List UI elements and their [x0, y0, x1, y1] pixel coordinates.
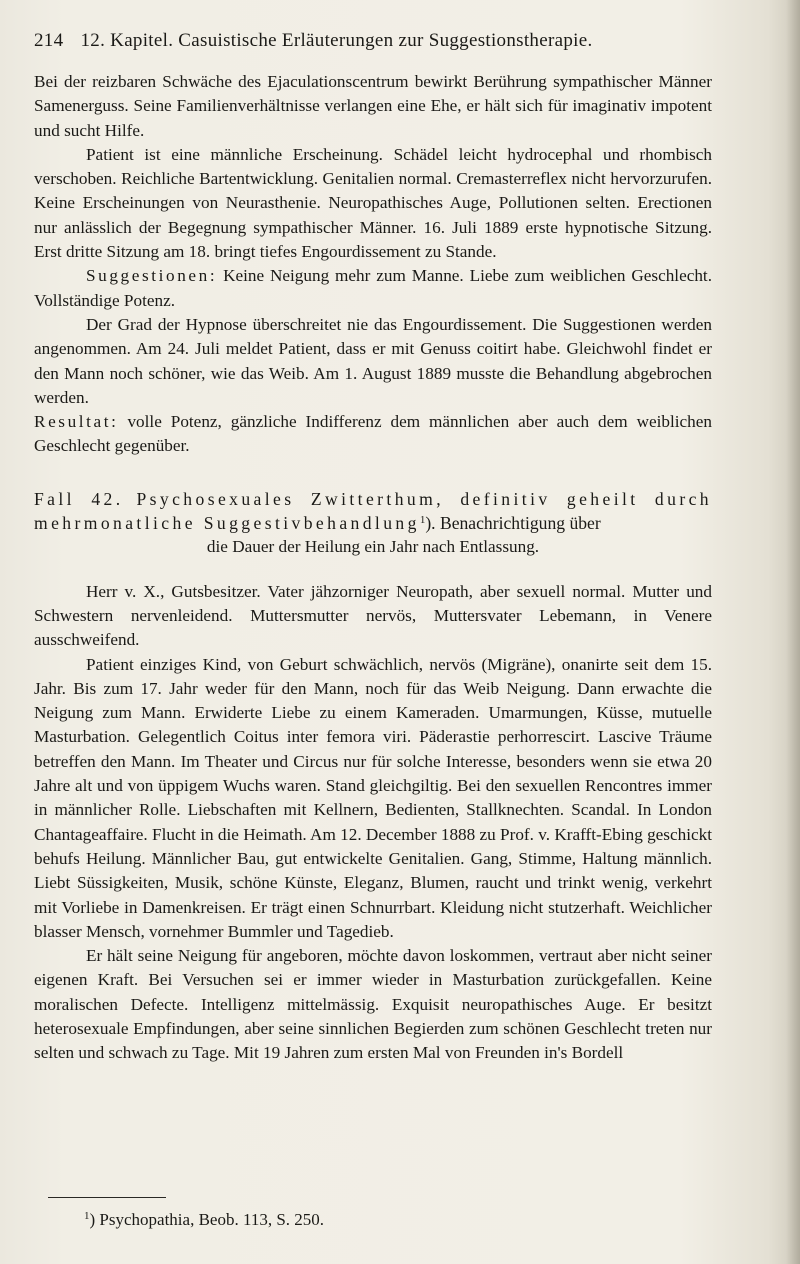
page-edge-shadow: [786, 0, 800, 1264]
paragraph-anamnesis: Patient einziges Kind, von Geburt schwächlich, nervös (Migräne), onanirte seit dem 15. Jahr. Bis zum 17. Jahr weder für den Mann, noch für das Weib Neigung. Dann erwachte die Neigung zum Mann. Erwiderte Liebe zu einem Kameraden. Umarmungen, Küsse, mutuelle Masturbation. Gelegentlich Coitus inter femora viri. Päderastie perhorrescirt. Lascive Träume betreffen den Mann. Im Theater und Circus nur für solche Interesse, besonders wenn sie etwa 20 Jahre alt und von üppigem Wuchs waren. Stand gleichgiltig. Bei den sexuellen Rencontres immer in männlicher Rolle. Liebschaften mit Kellnern, Bedienten, Stallknechten. Scandal. In London Chantageaffaire. Flucht in die Heimath. Am 12. December 1888 zu Prof. v. Krafft-Ebing geschickt behufs Heilung. Männlicher Bau, gut entwickelte Genitalien. Gang, Stimme, Haltung männlich. Liebt Süssigkeiten, Musik, schöne Künste, Eleganz, Blumen, raucht und trinkt wenig, verkehrt mit Vorliebe in Damenkreisen. Er trägt einen Schnurrbart. Kleidung nicht stutzerhaft. Weichlicher blasser Mensch, vornehmer Bummler und Tagedieb.: [34, 654, 712, 941]
paragraph-self-assessment: Er hält seine Neigung für angeboren, möchte davon loskommen, vertraut aber nicht seiner eigenen Kraft. Bei Versuchen sei er immer wieder in Masturbation zurückgefallen. Keine moralischen Defecte. Intelligenz mittelmässig. Exquisit neuropathisches Auge. Er besitzt heterosexuale Empfindungen, aber seine sinnlichen Begierden zum schönen Geschlecht treten nur selten und schwach zu Tage. Mit 19 Jahren zum ersten Mal von Freunden in's Bordell: [34, 946, 712, 1063]
case-subheading: die Dauer der Heilung ein Jahr nach Entlassung.: [206, 537, 540, 557]
suggestion-text: Keine Neigung mehr zum Manne. Liebe zum weiblichen Geschlecht. Vollständige Potenz.: [34, 266, 712, 310]
case-heading-after: ). Benachrichtigung über: [425, 513, 601, 534]
suggestion-label: Suggestionen:: [86, 266, 218, 286]
page-body: [34, 70, 712, 1066]
footnote-text: ) Psychopathia, Beob. 113, S. 250.: [89, 1210, 325, 1229]
paragraph-suggestions: [34, 264, 712, 313]
footnote-mark: 1: [84, 1210, 90, 1222]
footnote-reference: 1: [419, 514, 426, 527]
footnote-divider: [48, 1197, 166, 1198]
case-heading: [34, 487, 712, 536]
running-header: [34, 30, 754, 52]
result-label: Resultat:: [34, 412, 119, 432]
paragraph-hypnosis-grade: Der Grad der Hypnose überschreitet nie das Engourdissement. Die Suggestionen werden angenommen. Am 24. Juli meldet Patient, dass er mit Genuss coitirt habe. Gleichwohl findet er den Mann noch schöner, wie das Weib. Am 1. August 1889 musste die Behandlung abgebrochen werden.: [34, 314, 712, 407]
footnote: [84, 1210, 324, 1230]
case-number: Fall 42.: [34, 488, 124, 509]
section-spacer: [34, 560, 712, 580]
paragraph-result: [34, 410, 712, 459]
paragraph-patient-description: Patient ist eine männliche Erscheinung. Schädel leicht hydrocephal und rhombisch verschoben. Reichliche Bartentwicklung. Genitalien normal. Cremasterreflex nicht hervorzurufen. Keine Erscheinungen von Neurasthenie. Neuropathisches Auge, Pollutionen selten. Erectionen nur anlässlich der Begegnung sympathischer Männer. 16. Juli 1889 erste hypnotische Sitzung. Erst dritte Sitzung am 18. bringt tiefes Engourdissement zu Stande.: [34, 144, 712, 262]
running-title: 12. Kapitel. Casuistische Erläuterungen zur Suggestionstherapie.: [80, 30, 593, 51]
result-text: volle Potenz, gänzliche Indifferenz dem männlichen aber auch dem weiblichen Geschlecht gegenüber.: [34, 412, 712, 456]
case-title: Psychosexuales Zwitterthum, definitiv geheilt durch mehrmonatliche Suggestivbehandlung: [34, 488, 712, 534]
paragraph-ejaculation: Bei der reizbaren Schwäche des Ejaculationscentrum bewirkt Berührung sympathischer Männer Samenerguss. Seine Familienverhältnisse verlangen eine Ehe, er hält sich für imaginativ impotent und sucht Hilfe.: [34, 72, 712, 140]
page-number: 214: [34, 30, 64, 51]
paragraph-family-history: Herr v. X., Gutsbesitzer. Vater jähzorniger Neuropath, aber sexuell normal. Mutter und Schwestern nervenleidend. Muttersmutter nervös, Muttersvater Lebemann, in Venere ausschweifend.: [34, 581, 712, 650]
section-spacer: [34, 459, 712, 487]
